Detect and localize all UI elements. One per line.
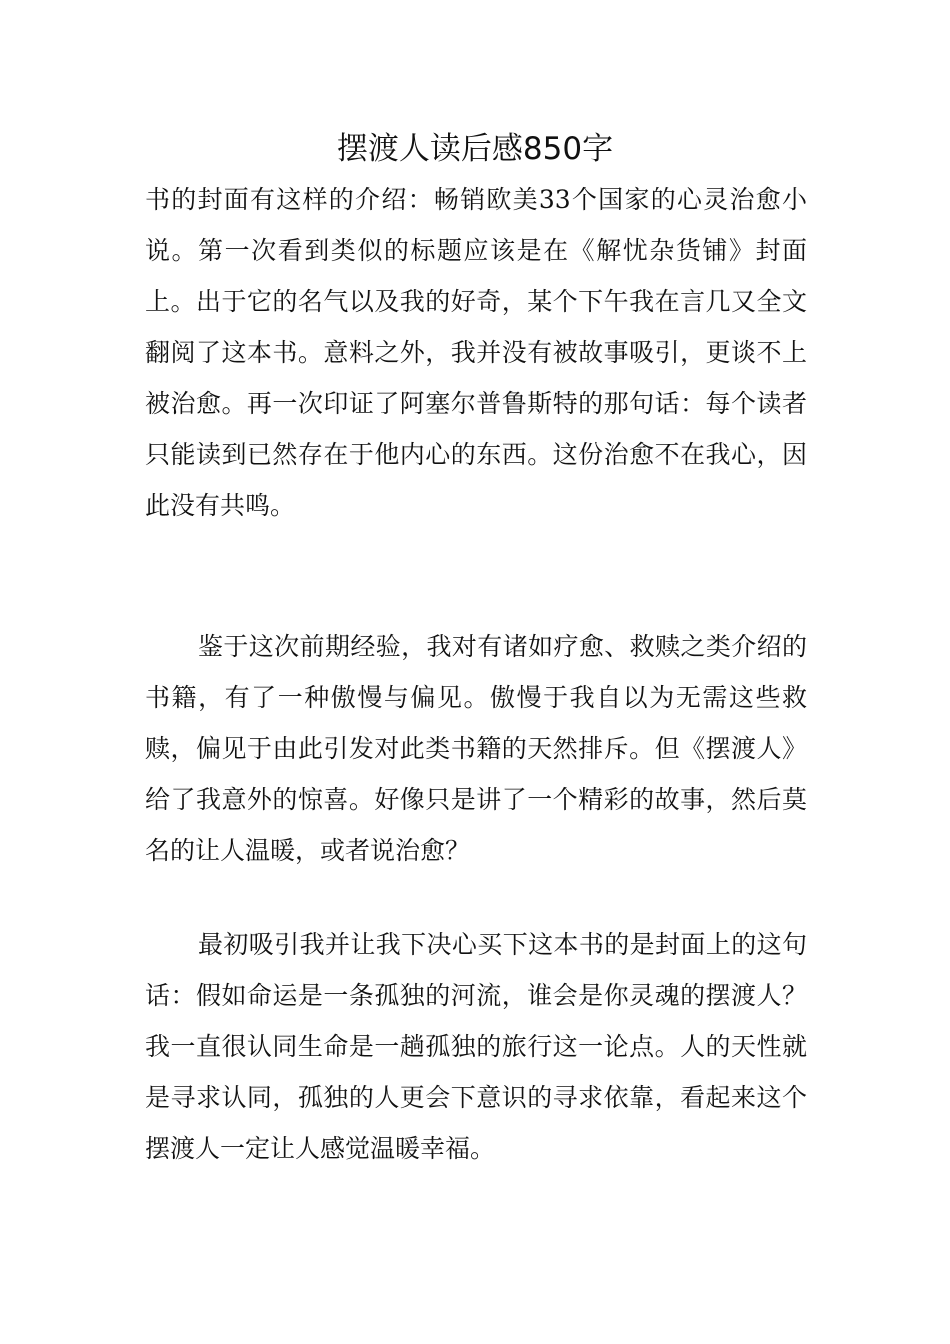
paragraph-1: 书的封面有这样的介绍：畅销欧美33个国家的心灵治愈小说。第一次看到类似的标题应该是在《解忧杂货铺》封面上。出于它的名气以及我的好奇，某个下午我在言几又全文翻阅了这本书。意料之外，我并没有被故事吸引，更谈不上被治愈。再一次印证了阿塞尔普鲁斯特的那句话：每个读者只能读到已然存在于他内心的东西。这份治愈不在我心，因此没有共鸣。 xyxy=(145,185,807,520)
document-title: 摆渡人读后感850字 xyxy=(336,131,614,167)
paragraph-3: 最初吸引我并让我下决心买下这本书的是封面上的这句话：假如命运是一条孤独的河流，谁会是你灵魂的摆渡人？我一直很认同生命是一趟孤独的旅行这一论点。人的天性就是寻求认同，孤独的人更会下意识的寻求依靠，看起来这个摆渡人一定让人感觉温暖幸福。 xyxy=(145,930,807,1163)
paragraph-2: 鉴于这次前期经验，我对有诸如疗愈、救赎之类介绍的书籍，有了一种傲慢与偏见。傲慢于我自以为无需这些救赎，偏见于由此引发对此类书籍的天然排斥。但《摆渡人》给了我意外的惊喜。好像只是讲了一个精彩的故事，然后莫名的让人温暖，或者说治愈？ xyxy=(145,632,807,865)
